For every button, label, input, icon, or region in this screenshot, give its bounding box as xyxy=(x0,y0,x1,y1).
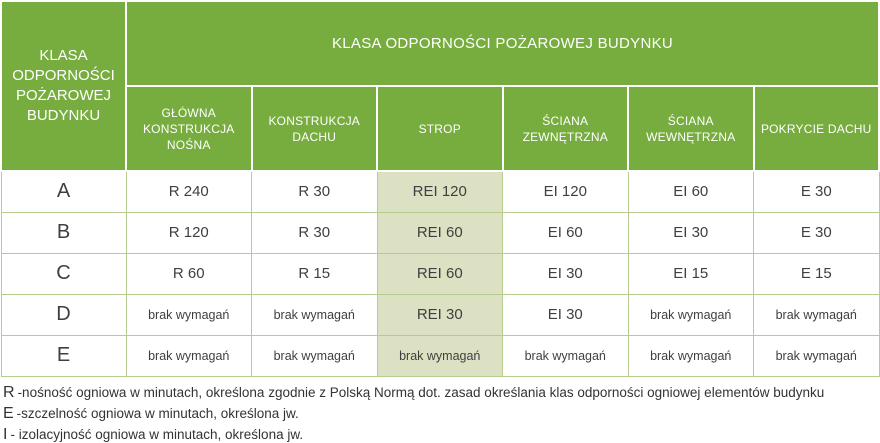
row-label-e: E xyxy=(1,335,126,376)
cell-d-strop: REI 30 xyxy=(377,294,503,335)
table-row-class-e xyxy=(1,335,879,376)
cell-b-sciana-zew: EI 60 xyxy=(503,212,629,253)
cell-d-sciana-zew: EI 30 xyxy=(503,294,629,335)
cell-c-dach: R 15 xyxy=(252,253,378,294)
cell-a-glowna: R 240 xyxy=(126,171,252,212)
table-header-row-columns xyxy=(1,86,879,171)
cell-c-sciana-wew: EI 15 xyxy=(628,253,754,294)
cell-b-glowna: R 120 xyxy=(126,212,252,253)
footnote-e-text: -szczelność ogniowa w minutach, określona jw. xyxy=(16,405,299,421)
column-header-strop: STROP xyxy=(377,86,503,171)
cell-b-strop: REI 60 xyxy=(377,212,503,253)
cell-a-sciana-wew: EI 60 xyxy=(628,171,754,212)
spanning-header: KLASA ODPORNOŚCI POŻAROWEJ BUDYNKU xyxy=(126,1,879,86)
column-header-konstrukcja-dachu: KONSTRUKCJA DACHU xyxy=(252,86,378,171)
cell-b-sciana-wew: EI 30 xyxy=(628,212,754,253)
cell-c-strop: REI 60 xyxy=(377,253,503,294)
table-row-class-d xyxy=(1,294,879,335)
cell-e-strop: brak wymagań xyxy=(377,335,503,376)
footnote-e-letter: E xyxy=(3,404,14,422)
footnote-r-letter: R xyxy=(3,383,15,401)
column-header-sciana-zewnetrzna: ŚCIANA ZEWNĘTRZNA xyxy=(503,86,629,171)
footnote-e xyxy=(3,403,876,424)
table-row-class-c xyxy=(1,253,879,294)
row-label-a: A xyxy=(1,171,126,212)
cell-d-glowna: brak wymagań xyxy=(126,294,252,335)
column-header-sciana-wewnetrzna: ŚCIANA WEWNĘTRZNA xyxy=(628,86,754,171)
cell-e-sciana-zew: brak wymagań xyxy=(503,335,629,376)
cell-a-sciana-zew: EI 120 xyxy=(503,171,629,212)
column-header-pokrycie-dachu: POKRYCIE DACHU xyxy=(754,86,880,171)
cell-c-sciana-zew: EI 30 xyxy=(503,253,629,294)
footnote-r xyxy=(3,382,876,403)
column-header-glowna-konstrukcja-nosna: GŁÓWNA KONSTRUKCJA NOŚNA xyxy=(126,86,252,171)
corner-header: KLASA ODPORNOŚCI POŻAROWEJ BUDYNKU xyxy=(1,1,126,171)
table-row-class-a xyxy=(1,171,879,212)
row-label-c: C xyxy=(1,253,126,294)
cell-a-strop: REI 120 xyxy=(377,171,503,212)
footnote-i-letter: I xyxy=(3,425,8,443)
table-row-class-b xyxy=(1,212,879,253)
cell-c-pokrycie: E 15 xyxy=(754,253,880,294)
footnote-i xyxy=(3,424,876,443)
cell-b-pokrycie: E 30 xyxy=(754,212,880,253)
cell-b-dach: R 30 xyxy=(252,212,378,253)
table-header-row-top xyxy=(1,1,879,86)
footnote-r-text: -nośność ogniowa w minutach, określona zgodnie z Polską Normą dot. zasad określania klas odporności ogniowej elementów budynku xyxy=(17,384,825,400)
cell-d-dach: brak wymagań xyxy=(252,294,378,335)
cell-c-glowna: R 60 xyxy=(126,253,252,294)
footnotes xyxy=(0,377,880,443)
row-label-b: B xyxy=(1,212,126,253)
cell-d-sciana-wew: brak wymagań xyxy=(628,294,754,335)
row-label-d: D xyxy=(1,294,126,335)
cell-e-glowna: brak wymagań xyxy=(126,335,252,376)
cell-e-dach: brak wymagań xyxy=(252,335,378,376)
cell-d-pokrycie: brak wymagań xyxy=(754,294,880,335)
cell-e-pokrycie: brak wymagań xyxy=(754,335,880,376)
cell-a-pokrycie: E 30 xyxy=(754,171,880,212)
cell-e-sciana-wew: brak wymagań xyxy=(628,335,754,376)
cell-a-dach: R 30 xyxy=(252,171,378,212)
footnote-i-text: - izolacyjność ogniowa w minutach, określona jw. xyxy=(10,426,304,442)
